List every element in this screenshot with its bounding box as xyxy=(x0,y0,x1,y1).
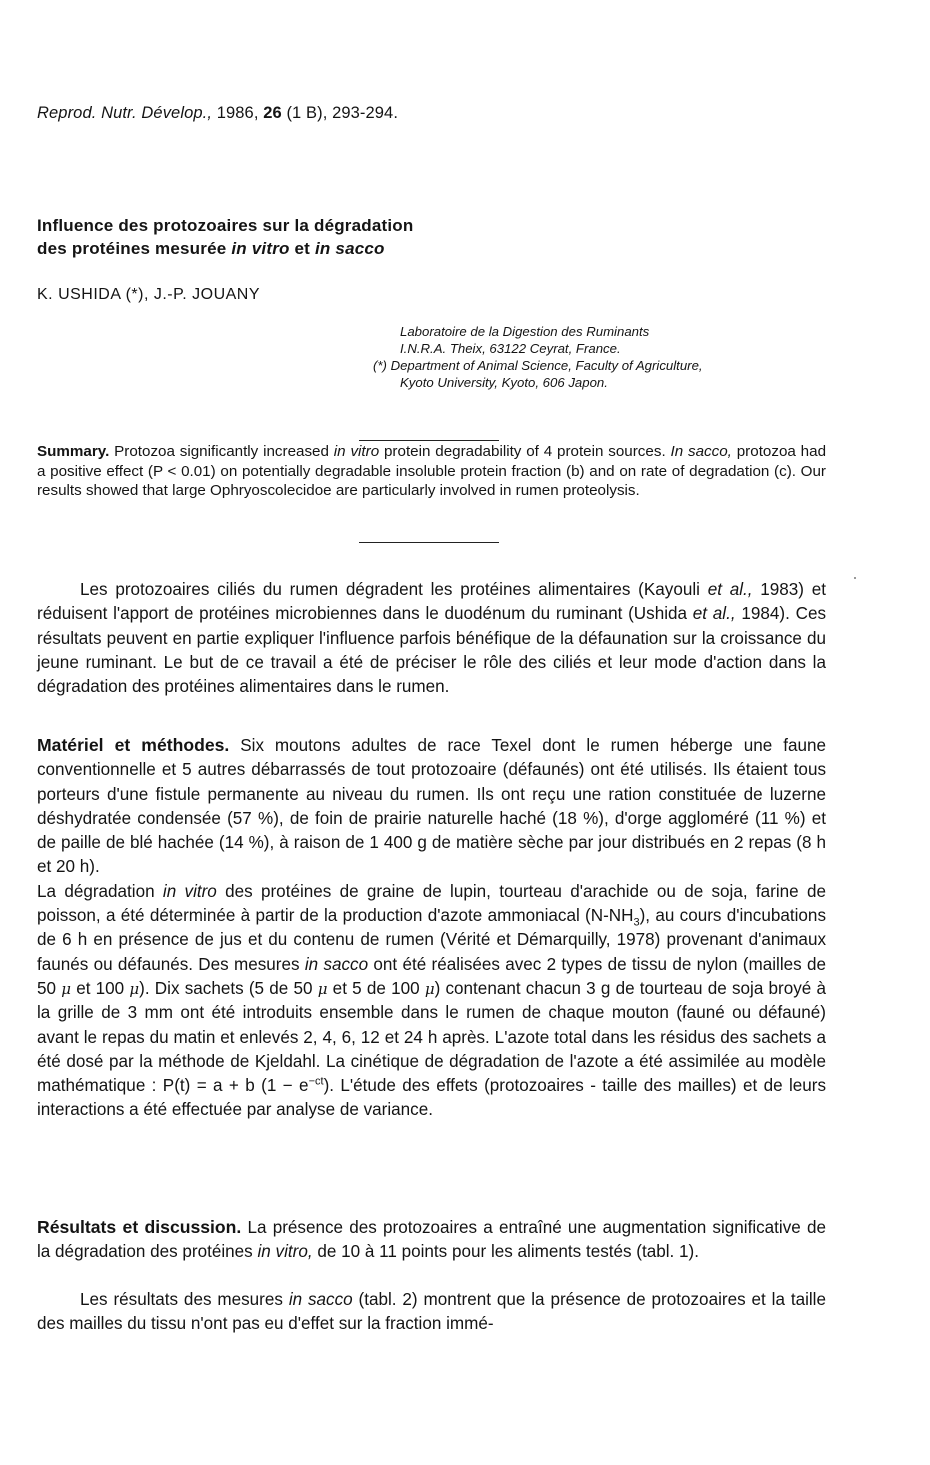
intro-text: Les protozoaires ciliés du rumen dégradent les protéines alimentaires (Kayouli xyxy=(80,580,708,599)
separator-rule-top xyxy=(359,440,499,441)
affiliation-line-1: Laboratoire de la Digestion des Ruminants xyxy=(400,324,650,339)
methods-text: et 5 de 100 xyxy=(327,978,425,998)
methods-text: La dégradation xyxy=(37,881,163,901)
methods-text: ). Dix sachets (5 de 50 xyxy=(139,978,318,998)
results-text: de 10 à 11 points pour les aliments testés (tabl. 1). xyxy=(312,1242,699,1262)
summary-label: Summary. xyxy=(37,443,110,460)
methods-text: ). L'étude des effets (protozoaires - taille des mailles) et de leurs interactions a été effectuée par analyse de variance. xyxy=(37,1076,827,1120)
journal-volume: 26 xyxy=(263,104,282,122)
mu-symbol: μ xyxy=(129,979,140,998)
intro-italic: et al., xyxy=(707,580,753,599)
intro-paragraph xyxy=(37,578,826,699)
methods-heading: Matériel et méthodes. xyxy=(37,735,230,755)
journal-name: Reprod. Nutr. Dévelop., xyxy=(37,104,213,122)
authors: K. USHIDA (*), J.-P. JOUANY xyxy=(37,286,261,303)
results-paragraph-2 xyxy=(37,1288,826,1337)
methods-paragraph-2 xyxy=(37,880,826,1123)
results-text: (tabl. 2) montrent que la présence de protozoaires et la taille des mailles du tissu n'ont pas eu d'effet sur la fraction immé- xyxy=(37,1290,826,1334)
affiliations xyxy=(373,323,873,391)
affiliation-line-4: Kyoto University, Kyoto, 606 Japon. xyxy=(400,375,608,390)
results-text: La présence des protozoaires a entraîné une augmentation significative de la dégradation des protéines xyxy=(37,1218,826,1262)
methods-text: Six moutons adultes de race Texel dont le rumen héberge une faune conventionnelle et 5 autres débarrassés de tout protozoaire (défaunés) ont été utilisés. Ils étaient tous porteurs d'une fistule permanente au niveau du rumen. Ils ont reçu une ration constituée de luzerne déshydratée condensée (57 %), de foin de prairie naturelle haché (18 %), d'orge aggloméré (11 %) et de paille de blé hachée (14 %), à raison de 1 400 g de matière sèche par jour distribués en 2 repas (8 h et 20 h). xyxy=(37,736,826,877)
article-title xyxy=(37,214,637,260)
methods-text: ont été réalisées avec 2 types de tissu de nylon (mailles de 50 xyxy=(37,954,826,998)
mu-symbol: μ xyxy=(317,979,328,998)
intro-text: 1983) et réduisent l'apport de protéines microbiennes dans le duodénum du ruminant (Ushida xyxy=(37,580,826,624)
journal-year: 1986, xyxy=(216,104,259,122)
summary-italic: in vitro xyxy=(333,443,380,460)
title-line-2 xyxy=(37,237,637,260)
superscript: −ct xyxy=(308,1075,324,1088)
methods-section xyxy=(37,733,826,1123)
title-line-1: Influence des protozoaires sur la dégradation xyxy=(37,216,414,235)
summary-text: Protozoa significantly increased xyxy=(109,443,334,460)
title-text: et xyxy=(289,239,315,258)
methods-italic: in vitro xyxy=(162,881,217,901)
title-italic-in-sacco: in sacco xyxy=(314,239,385,258)
methods-text: et 100 xyxy=(70,978,130,998)
summary-text: protein degradability of 4 protein sources. xyxy=(379,443,671,460)
results-italic: in vitro, xyxy=(257,1242,313,1262)
results-italic: in sacco xyxy=(288,1290,353,1309)
separator-rule-bottom xyxy=(359,542,499,543)
results-paragraph-1 xyxy=(37,1215,826,1265)
intro-text: 1984). Ces résultats peuvent en partie expliquer l'influence parfois bénéfique de la défaunation sur la croissance du jeune ruminant. Le but de ce travail a été de préciser le rôle des ciliés et leur mode d'action dans la dégradation des protéines alimentaires dans le rumen. xyxy=(37,604,826,697)
methods-italic: in sacco xyxy=(304,954,369,974)
journal-issue-pages: (1 B), 293-294. xyxy=(286,104,399,122)
affiliation-line-3: (*) Department of Animal Science, Faculty of Agriculture, xyxy=(373,358,703,373)
results-text: Les résultats des mesures xyxy=(80,1290,289,1309)
title-italic-in-vitro: in vitro xyxy=(231,239,290,258)
subscript: 3 xyxy=(633,916,640,929)
methods-text: des protéines de graine de lupin, tourteau d'arachide ou de soja, farine de poisson, a été déterminée à partir de la production d'azote ammoniacal (N-NH xyxy=(37,881,826,926)
margin-mark xyxy=(854,577,856,579)
summary-italic: In sacco, xyxy=(670,443,732,460)
journal-reference xyxy=(37,104,398,123)
summary-paragraph xyxy=(37,442,826,501)
summary-text: protozoa had a positive effect (P < 0.01) on potentially degradable insoluble protein fraction (b) and on rate of degradation (c). Our results showed that large Ophryoscolecidoe are particularly involved in rumen proteolysis. xyxy=(37,443,827,500)
methods-text: ) contenant chacun 3 g de tourteau de soja broyé à la grille de 3 mm ont été introduits ensemble dans le rumen de chaque mouton (fauné ou défauné) avant le repas du matin et enlevés 2, 4, 6, 12 et 24 h après. L'azote total dans les résidus des sachets a été dosé par la méthode de Kjeldahl. La cinétique de dégradation de l'azote a été assimilée au modèle mathématique : P(t) = a + b (1 − e xyxy=(37,978,827,1096)
affiliation-line-2: I.N.R.A. Theix, 63122 Ceyrat, France. xyxy=(400,341,621,356)
results-heading: Résultats et discussion. xyxy=(37,1217,242,1237)
title-text: des protéines mesurée xyxy=(37,239,232,258)
methods-text: ), au cours d'incubations de 6 h en présence de jus et du contenu de rumen (Vérité et Démarquilly, 1978) provenant d'animaux faunés ou défaunés. Des mesures xyxy=(37,906,826,974)
intro-italic: et al., xyxy=(692,604,736,624)
mu-symbol: μ xyxy=(424,979,435,998)
methods-paragraph-1 xyxy=(37,733,826,880)
mu-symbol: μ xyxy=(61,979,71,998)
